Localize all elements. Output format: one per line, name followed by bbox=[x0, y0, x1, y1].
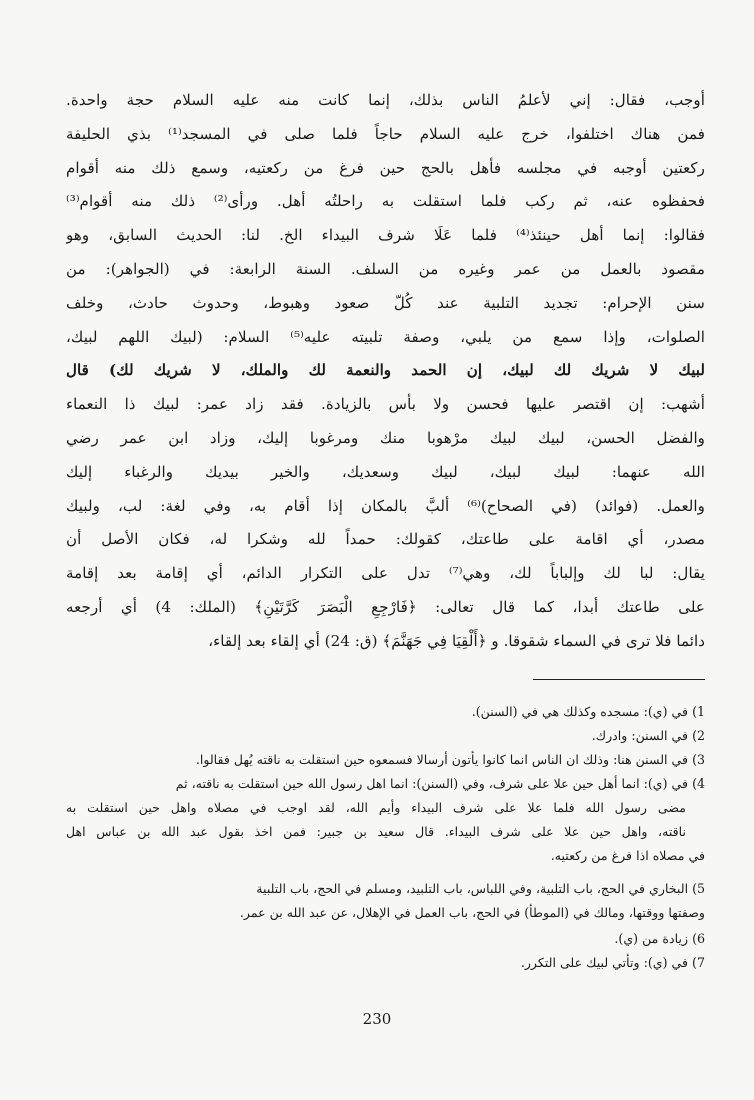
text-line: سنن الإحرام: تجديد التلبية عند كُلّ صعود وهبوط، وحدوث حادث، وخلف bbox=[66, 293, 705, 312]
footnote-4-cont: مضى رسول الله فلما علا على شرف البيداء وأيم الله، لقد اوجب في مصلاه واهل حين استقلت به bbox=[66, 800, 686, 815]
text-line: الصلوات، وإذا سمع من يلبي، وصفة تلبيته عليه⁽⁵⁾ السلام: (لبيك اللهم لبيك، bbox=[66, 327, 705, 346]
footnote-5-cont: وصفتها ووقتها، ومالك في (الموطأ) في الحج، باب العمل في الإهلال، عن عبد الله بن عمر. bbox=[239, 905, 705, 920]
footnote-divider bbox=[533, 679, 705, 680]
footnote-4-cont: ناقته، واهل حين علا على شرف البيداء. قال سعيد بن جبير: فمن اخذ بقول عبد الله بن عباس اهل bbox=[66, 824, 686, 839]
footnote-3: 3) في السنن هنا: وذلك ان الناس انما كانوا يأتون أرسالا فسمعوه حين استقلت به ناقته يُهل فقالوا. bbox=[195, 752, 705, 767]
text-line: مصدر، أي اقامة على طاعتك، كقولك: حمداً لله وشكرا له، فكان الأصل أن bbox=[66, 530, 705, 549]
text-line: مقصود بالعمل من عمر وغيره من السلف. السنة الرابعة: في (الجواهر): من bbox=[66, 259, 705, 278]
main-text bbox=[66, 84, 705, 659]
footnote-1: 1) في (ي): مسجده وكذلك هي في (السنن). bbox=[471, 704, 705, 719]
text-line: أشهب: إن اقتصر عليها فحسن ولا بأس بالزيادة. فقد زاد عمر: لبيك ذا النعماء bbox=[66, 395, 705, 414]
footnote-4-cont: في مصلاه اذا فرغ من ركعتيه. bbox=[550, 848, 705, 863]
page-number: 230 bbox=[362, 1010, 392, 1028]
footnote-6: 6) زيادة من (ي). bbox=[614, 931, 705, 946]
text-line: فمن هناك اختلفوا، خرج عليه السلام حاجاً فلما صلى في المسجد⁽¹⁾ بذي الحليفة bbox=[66, 124, 705, 143]
text-line: أوجب، فقال: إني لأعلمُ الناس بذلك، إنما كانت منه عليه السلام حجة واحدة. bbox=[66, 91, 705, 109]
text-line: يقال: لبا لك وإلباباً لك، وهي⁽⁷⁾ تدل على التكرار الدائم، أي إقامة بعد إقامة bbox=[66, 564, 705, 583]
text-line: والفضل الحسن، لبيك لبيك مرْهوبا منك ومرغوبا إليك، وزاد ابن عمر رضي bbox=[66, 428, 705, 447]
footnote-4: 4) في (ي): انما أهل حين علا على شرف، وفي (السنن): انما اهل رسول الله حين استقلت به ناقته، ثم bbox=[175, 776, 705, 791]
text-line: فقالوا: إنما أهل حينئذ⁽⁴⁾ فلما عَلَا شرف البيداء الخ. لنا: الحديث السابق، وهو bbox=[66, 226, 705, 245]
text-line: لبيك لا شريك لك لبيك، إن الحمد والنعمة لك والملك، لا شريك لك) قال bbox=[66, 361, 705, 380]
footnote-5: 5) البخاري في الحج، باب التلبية، وفي اللباس، باب التلبيد، ومسلم في الحج، باب التلبية bbox=[256, 881, 705, 896]
text-line: والعمل. (فوائد) (في الصحاح)⁽⁶⁾ ألبَّ بالمكان إذا أقام به، وفي لغة: لب، ولبيك bbox=[66, 496, 705, 515]
text-line: فحفظوه عنه، ثم ركب فلما استقلت به راحلتُه أهل. ورأى⁽²⁾ ذلك منه أقوام⁽³⁾ bbox=[66, 192, 705, 211]
text-line: الله عنهما: لبيك لبيك، لبيك وسعديك، والخير بيديك والرغباء إليك bbox=[66, 462, 705, 481]
footnote-2: 2) في السنن: وادرك. bbox=[591, 728, 705, 743]
footnote-7: 7) في (ي): وتأتي لبيك على التكرر. bbox=[520, 955, 705, 970]
text-line: على طاعتك أبدا، كما قال تعالى: ﴿فَارْجِعِ الْبَصَرَ كَرَّتَيْنِ﴾ (الملك: 4) أي أرجعه bbox=[66, 597, 705, 616]
text-line: ركعتين أوجبه في مجلسه فأهل بالحج حين فرغ من ركعتيه، وسمع ذلك منه أقوام bbox=[66, 158, 705, 177]
text-line: دائما فلا ترى في السماء شقوقا. و ﴿أَلْقِيَا فِي جَهَنَّمَ﴾ (ق: 24) أي إلقاء بعد إلقاء، bbox=[208, 631, 705, 650]
